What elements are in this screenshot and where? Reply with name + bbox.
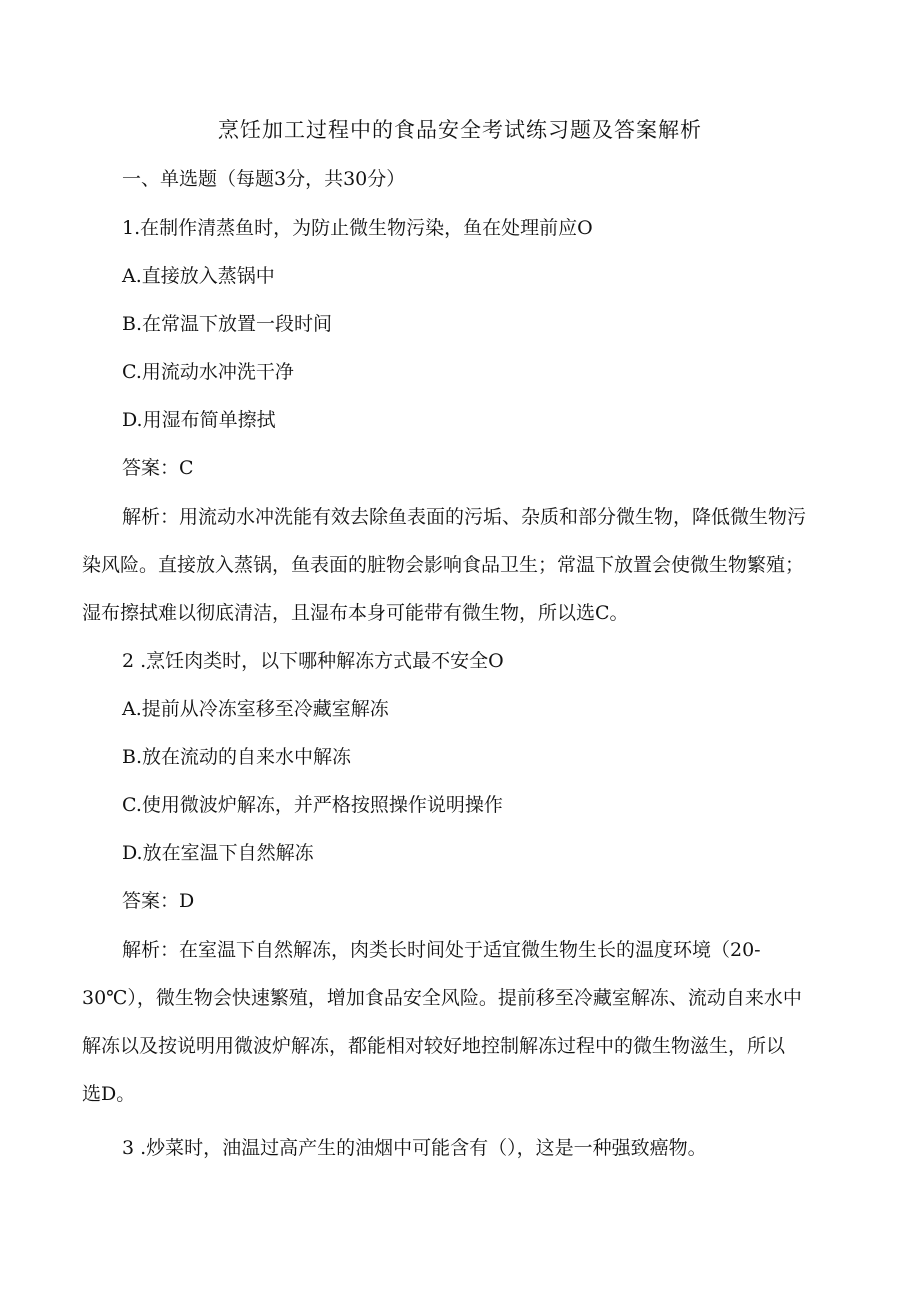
question-2-option-c: C.使用微波炉解冻，并严格按照操作说明操作 <box>122 794 503 816</box>
question-1-option-a: A.直接放入蒸锅中 <box>122 265 275 287</box>
question-1-option-c: C.用流动水冲洗干净 <box>122 361 294 383</box>
question-1-answer: 答案：C <box>122 457 194 479</box>
question-2-option-a: A.提前从冷冻室移至冷藏室解冻 <box>122 698 389 720</box>
question-2-analysis-line-1: 解析：在室温下自然解冻，肉类长时间处于适宜微生物生长的温度环境（20- <box>122 939 761 961</box>
question-2-analysis-line-4: 选D。 <box>82 1083 136 1105</box>
section-heading: 一、单选题（每题3分，共30分） <box>122 168 406 190</box>
question-2-option-d: D.放在室温下自然解冻 <box>122 842 314 864</box>
question-2-answer: 答案：D <box>122 890 195 912</box>
question-2-analysis-line-2: 30℃），微生物会快速繁殖，增加食品安全风险。提前移至冷藏室解冻、流动自来水中 <box>82 987 802 1009</box>
question-3-stem: 3 .炒菜时，油温过高产生的油烟中可能含有（），这是一种强致癌物。 <box>122 1137 707 1159</box>
question-2-stem: 2 .烹饪肉类时，以下哪种解冻方式最不安全O <box>122 650 504 672</box>
document-title: 烹饪加工过程中的食品安全考试练习题及答案解析 <box>218 118 702 142</box>
question-1-analysis-line-1: 解析：用流动水冲洗能有效去除鱼表面的污垢、杂质和部分微生物，降低微生物污 <box>122 506 807 528</box>
question-1-analysis-line-2: 染风险。直接放入蒸锅，鱼表面的脏物会影响食品卫生；常温下放置会使微生物繁殖； <box>82 554 805 576</box>
question-1-analysis-line-3: 湿布擦拭难以彻底清洁，且湿布本身可能带有微生物，所以选C。 <box>82 602 629 624</box>
question-2-analysis-line-3: 解冻以及按说明用微波炉解冻，都能相对较好地控制解冻过程中的微生物滋生，所以 <box>82 1035 786 1057</box>
question-1-option-b: B.在常温下放置一段时间 <box>122 313 333 335</box>
question-1-stem: 1.在制作清蒸鱼时，为防止微生物污染，鱼在处理前应O <box>122 217 593 239</box>
question-2-option-b: B.放在流动的自来水中解冻 <box>122 746 352 768</box>
question-1-option-d: D.用湿布简单擦拭 <box>122 409 276 431</box>
